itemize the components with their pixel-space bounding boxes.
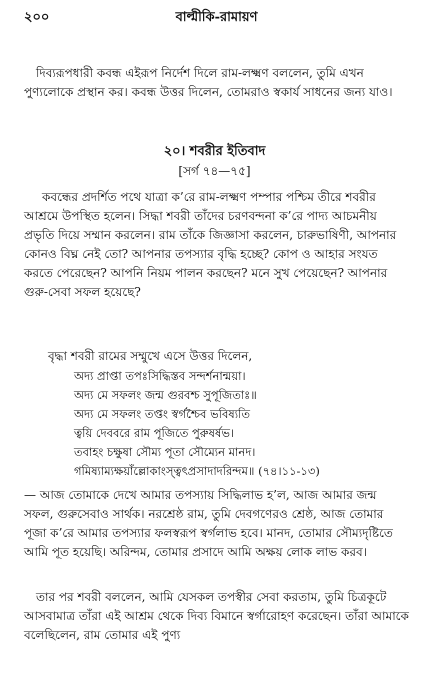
sarga-reference: [সর্গ ৭৪—৭৫]	[178, 164, 251, 178]
verse-line: তবাহং চক্ষুষা সৌম্য পূতা সৌম্যেন মানদ।	[74, 445, 256, 459]
verse-line: গমিষ্যাম্যক্ষয়াঁল্লোকাংস্ত্বৎপ্রসাদাদরিন্দম॥ (৭৪।১১-১৩)	[74, 464, 320, 478]
page-number: ২০০	[24, 10, 50, 25]
paragraph-1: দিব্যরূপধারী কবন্ধ এইরূপ নির্দেশ দিলে রাম-লক্ষ্মণ বললেন, তুমি এখন পুণ্যলোকে প্রস্থান কর। কবন্ধ উত্তর দিলেন, তোমরাও স্বকার্য সাধনের জন্য যাও।	[24, 66, 393, 99]
verse-intro: বৃদ্ধা শবরী রামের সম্মুখে এসে উত্তর দিলেন,	[48, 349, 253, 363]
verse-line: অদ্য প্রাপ্তা তপঃসিদ্ধিস্তব সন্দর্শনান্ময়া।	[74, 369, 246, 383]
paragraph-4: তার পর শবরী বললেন, আমি যেসকল তপস্বীর সেবা করতাম, তুমি চিত্রকূটে আসবামাত্র তাঁরা এই আশ্রম থেকে দিব্য বিমানে স্বর্গারোহণ করেছেন। তাঁরা আমাকে বলেছিলেন, রাম তোমার এই পুণ্য	[24, 590, 409, 642]
page-header	[24, 8, 409, 30]
running-title: বাল্মীকি-রামায়ণ	[175, 10, 258, 25]
paragraph-2: কবন্ধের প্রদর্শিত পথে যাত্রা ক’রে রাম-লক্ষ্মণ পম্পার পশ্চিম তীরে শবরীর আশ্রমে উপস্থিত হলেন। সিদ্ধা শবরী তাঁদের চরণবন্দনা ক’রে পাদ্য আচমনীয় প্রভৃতি দিয়ে সম্মান করলেন। রাম তাঁকে জিজ্ঞাসা করলেন, চারুভাষিণী, আপনার কোনও বিঘ্ন নেই তো? আপনার তপস্যার বৃদ্ধি হচ্ছে? কোপ ও আহার সংযত করতে পেরেছেন? আপনি নিয়ম পালন করছেন? মনে সুখ পেয়েছেন? আপনার গুরু-সেবা সফল হয়েছে?	[24, 190, 397, 299]
sanskrit-verse	[74, 367, 409, 481]
verse-line: ত্বয়ি দেববরে রাম পূজিতে পুরুষর্ষভ।	[74, 426, 234, 440]
verse-line: অদ্য মে সফলং তপ্তং স্বর্গশ্চৈব ভবিষ্যতি	[74, 407, 250, 421]
paragraph-3: — আজ তোমাকে দেখে আমার তপস্যায় সিদ্ধিলাভ হ’ল, আজ আমার জন্ম সফল, গুরুসেবাও সার্থক। নরশ্রেষ্ঠ রাম, তুমি দেবগণেরও শ্রেষ্ঠ, আজ তোমার পূজা ক’রে আমার তপস্যার ফলস্বরূপ স্বর্গলাভ হবে। মানদ, তোমার সৌম্যদৃষ্টিতে আমি পূত হয়েছি। অরিন্দম, তোমার প্রসাদে আমি অক্ষয় লোক লাভ করব।	[24, 488, 393, 559]
verse-line: অদ্য মে সফলং জন্ম গুরবশ্চ সুপূজিতাঃ॥	[74, 388, 257, 402]
chapter-title: ২০। শবরীর ইতিবাদ	[163, 144, 266, 159]
